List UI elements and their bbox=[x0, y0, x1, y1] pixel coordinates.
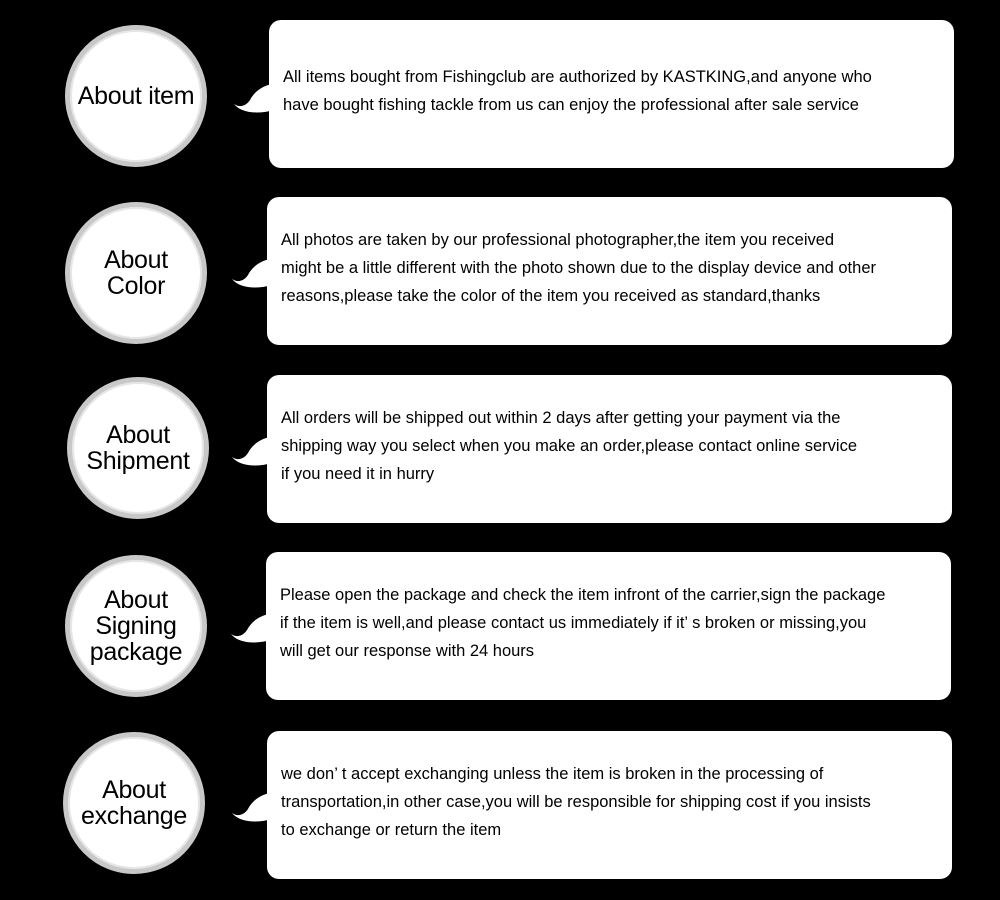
info-bubble bbox=[267, 375, 952, 523]
info-bubble bbox=[267, 197, 952, 345]
section-body: All orders will be shipped out within 2 days after getting your payment via the shipping way you select when you make an order,please contact online service if you need it in hurry bbox=[281, 409, 858, 483]
section-about-signing-package bbox=[0, 552, 1000, 700]
section-title: About Color bbox=[104, 246, 168, 300]
section-about-color bbox=[0, 197, 1000, 345]
section-about-item bbox=[0, 20, 1000, 168]
section-body: we don’ t accept exchanging unless the item is broken in the processing of transportation,in other case,you will be responsible for shipping cost if you insists to exchange or return the item bbox=[281, 765, 871, 839]
section-title-badge bbox=[65, 555, 207, 697]
info-bubble bbox=[267, 731, 952, 879]
section-about-exchange bbox=[0, 731, 1000, 879]
section-title-badge bbox=[65, 202, 207, 344]
section-body: All items bought from Fishingclub are authorized by KASTKING,and anyone who have bought fishing tackle from us can enjoy the professional after sale service bbox=[283, 68, 872, 114]
section-title: About Shipment bbox=[86, 421, 190, 475]
section-title: About item bbox=[77, 82, 195, 110]
section-title-badge bbox=[67, 377, 209, 519]
section-title-badge bbox=[63, 732, 205, 874]
section-body: Please open the package and check the item infront of the carrier,sign the package if the item is well,and please contact us immediately if it’ s broken or missing,you will get our response with 24 hours bbox=[280, 586, 886, 660]
section-title: About Signing package bbox=[89, 586, 183, 666]
section-about-shipment bbox=[0, 375, 1000, 523]
section-title-badge bbox=[65, 25, 207, 167]
section-title: About exchange bbox=[80, 776, 188, 830]
section-body: All photos are taken by our professional photographer,the item you received might be a little different with the photo shown due to the display device and other reasons,please take the color of the item you received as standard,thanks bbox=[281, 231, 876, 305]
info-bubble bbox=[266, 552, 951, 700]
info-bubble bbox=[269, 20, 954, 168]
